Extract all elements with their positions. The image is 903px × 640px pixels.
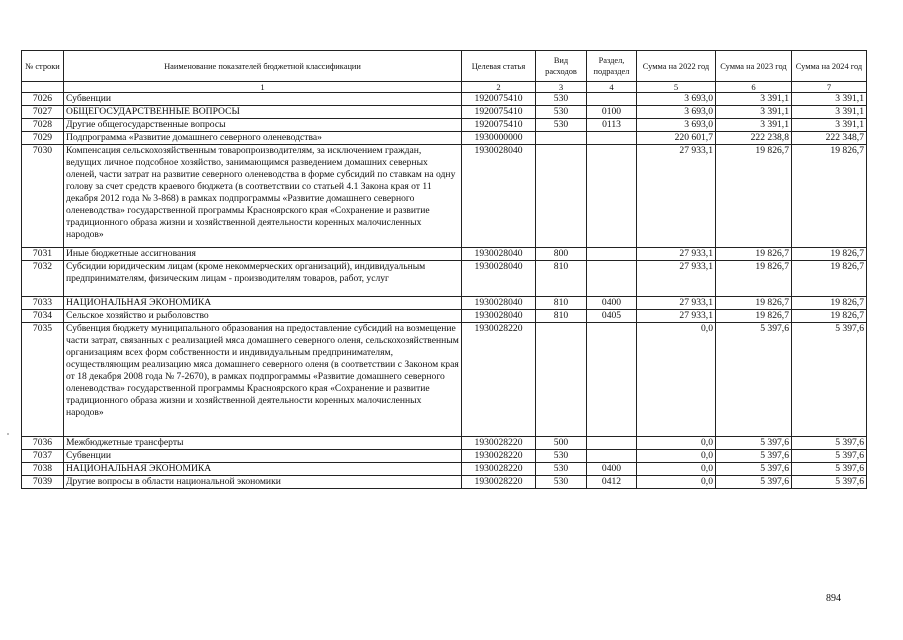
cell-row-number: 7033 [22, 297, 64, 310]
cell-section: 0400 [587, 297, 637, 310]
table-row [22, 476, 867, 489]
cell-sum-2022: 27 933,1 [637, 248, 716, 261]
cell-sum-2024: 5 397,6 [792, 323, 867, 437]
cell-section [587, 437, 637, 450]
header-sum-2023: Сумма на 2023 год [716, 51, 792, 82]
cell-sum-2023: 222 238,8 [716, 132, 792, 145]
table-row [22, 297, 867, 310]
cell-expense-type: 530 [536, 450, 587, 463]
table-row [22, 463, 867, 476]
cell-target-article: 1930028220 [462, 323, 536, 437]
table-row [22, 145, 867, 248]
cell-row-number: 7028 [22, 119, 64, 132]
cell-sum-2023: 19 826,7 [716, 248, 792, 261]
cell-target-article: 1930028220 [462, 450, 536, 463]
cell-sum-2022: 27 933,1 [637, 310, 716, 323]
cell-expense-type: 810 [536, 297, 587, 310]
cell-target-article: 1930028040 [462, 310, 536, 323]
cell-target-article: 1930028220 [462, 437, 536, 450]
cell-name: Подпрограмма «Развитие домашнего северного оленеводства» [64, 132, 462, 145]
cell-row-number: 7032 [22, 261, 64, 297]
cell-expense-type: 530 [536, 106, 587, 119]
cell-row-number: 7031 [22, 248, 64, 261]
cell-sum-2022: 27 933,1 [637, 261, 716, 297]
cell-row-number: 7038 [22, 463, 64, 476]
cell-sum-2023: 19 826,7 [716, 145, 792, 248]
cell-sum-2022: 0,0 [637, 437, 716, 450]
cell-expense-type: 530 [536, 93, 587, 106]
cell-section: 0100 [587, 106, 637, 119]
cell-sum-2024: 5 397,6 [792, 476, 867, 489]
cell-sum-2023: 19 826,7 [716, 297, 792, 310]
column-number-sum-2022: 5 [637, 82, 716, 93]
column-number-name: 1 [64, 82, 462, 93]
cell-name: Субвенции [64, 93, 462, 106]
table-row [22, 437, 867, 450]
cell-expense-type: 810 [536, 261, 587, 297]
cell-sum-2024: 19 826,7 [792, 145, 867, 248]
cell-expense-type: 530 [536, 476, 587, 489]
cell-target-article: 1930028220 [462, 463, 536, 476]
scan-mark [7, 433, 9, 435]
cell-target-article: 1930028040 [462, 145, 536, 248]
cell-expense-type [536, 145, 587, 248]
cell-row-number: 7034 [22, 310, 64, 323]
cell-section [587, 261, 637, 297]
budget-table [21, 50, 867, 489]
column-number-sum-2024: 7 [792, 82, 867, 93]
cell-sum-2024: 222 348,7 [792, 132, 867, 145]
table-row [22, 248, 867, 261]
table-row [22, 119, 867, 132]
cell-target-article: 1930028040 [462, 297, 536, 310]
table-row [22, 450, 867, 463]
cell-section: 0405 [587, 310, 637, 323]
table-row [22, 261, 867, 297]
header-sum-2022: Сумма на 2022 год [637, 51, 716, 82]
cell-sum-2023: 19 826,7 [716, 310, 792, 323]
cell-sum-2024: 19 826,7 [792, 261, 867, 297]
cell-section [587, 248, 637, 261]
cell-sum-2024: 5 397,6 [792, 463, 867, 476]
cell-sum-2022: 0,0 [637, 323, 716, 437]
cell-section [587, 93, 637, 106]
cell-name: Субвенция бюджету муниципального образования на предоставление субсидий на возмещение части затрат, связанных с реализацией мяса домашнего северного оленя, сельскохозяйственным организациям всех форм собственности и индивидуальным предпринимателям, осуществляющим реализацию мяса домашнего северного оленя (в соответствии с Законом края от 18 декабря 2008 года № 7-2670), в рамках подпрограммы «Развитие домашнего северного оленеводства» государственной программы Красноярского края «Сохранение и развитие традиционного образа жизни и хозяйственной деятельности коренных малочисленных народов» [64, 323, 462, 437]
cell-sum-2024: 19 826,7 [792, 297, 867, 310]
cell-name: Субвенции [64, 450, 462, 463]
cell-target-article: 1920075410 [462, 119, 536, 132]
cell-row-number: 7035 [22, 323, 64, 437]
cell-target-article: 1920075410 [462, 106, 536, 119]
cell-section [587, 145, 637, 248]
cell-sum-2022: 27 933,1 [637, 145, 716, 248]
column-number-expense-type: 3 [536, 82, 587, 93]
cell-sum-2023: 5 397,6 [716, 476, 792, 489]
cell-sum-2023: 5 397,6 [716, 437, 792, 450]
cell-target-article: 1920075410 [462, 93, 536, 106]
cell-target-article: 1930028040 [462, 248, 536, 261]
table-row [22, 93, 867, 106]
cell-sum-2023: 3 391,1 [716, 106, 792, 119]
cell-expense-type: 800 [536, 248, 587, 261]
cell-expense-type: 810 [536, 310, 587, 323]
header-row-number: № строки [22, 51, 64, 82]
header-target-article: Целевая статья [462, 51, 536, 82]
cell-sum-2023: 3 391,1 [716, 93, 792, 106]
cell-expense-type [536, 323, 587, 437]
cell-sum-2022: 220 601,7 [637, 132, 716, 145]
cell-sum-2023: 5 397,6 [716, 463, 792, 476]
cell-sum-2022: 0,0 [637, 463, 716, 476]
cell-sum-2022: 0,0 [637, 450, 716, 463]
cell-target-article: 1930028040 [462, 261, 536, 297]
table-row [22, 106, 867, 119]
cell-sum-2024: 3 391,1 [792, 106, 867, 119]
table-row [22, 323, 867, 437]
cell-section: 0400 [587, 463, 637, 476]
cell-row-number: 7039 [22, 476, 64, 489]
cell-name: Компенсация сельскохозяйственным товаропроизводителям, за исключением граждан, ведущих личное подсобное хозяйство, занимающимся разведением домашних северных оленей, части затрат на развитие северного оленеводства в форме субсидий по ставкам на одну голову за счет средств краевого бюджета (в соответствии со статьей 4.1 Закона края от 11 декабря 2012 года № 3-868) в рамках подпрограммы «Развитие домашнего северного оленеводства» государственной программы Красноярского края «Сохранение и развитие традиционного образа жизни и хозяйственной деятельности коренных малочисленных народов» [64, 145, 462, 248]
cell-name: НАЦИОНАЛЬНАЯ ЭКОНОМИКА [64, 297, 462, 310]
cell-section [587, 450, 637, 463]
cell-target-article: 1930000000 [462, 132, 536, 145]
table-header-row [22, 51, 867, 82]
cell-target-article: 1930028220 [462, 476, 536, 489]
cell-sum-2022: 27 933,1 [637, 297, 716, 310]
cell-sum-2023: 5 397,6 [716, 450, 792, 463]
cell-section [587, 323, 637, 437]
cell-name: ОБЩЕГОСУДАРСТВЕННЫЕ ВОПРОСЫ [64, 106, 462, 119]
cell-section: 0412 [587, 476, 637, 489]
cell-name: Другие вопросы в области национальной экономики [64, 476, 462, 489]
cell-row-number: 7029 [22, 132, 64, 145]
cell-row-number: 7037 [22, 450, 64, 463]
cell-row-number: 7027 [22, 106, 64, 119]
cell-sum-2023: 3 391,1 [716, 119, 792, 132]
cell-row-number: 7026 [22, 93, 64, 106]
cell-sum-2024: 19 826,7 [792, 310, 867, 323]
cell-name: НАЦИОНАЛЬНАЯ ЭКОНОМИКА [64, 463, 462, 476]
cell-sum-2024: 5 397,6 [792, 450, 867, 463]
cell-sum-2022: 3 693,0 [637, 119, 716, 132]
cell-sum-2022: 3 693,0 [637, 93, 716, 106]
page-number: 894 [826, 593, 841, 604]
column-number-row-number [22, 82, 64, 93]
column-number-sum-2023: 6 [716, 82, 792, 93]
cell-row-number: 7036 [22, 437, 64, 450]
header-expense-type: Вид расходов [536, 51, 587, 82]
cell-sum-2022: 3 693,0 [637, 106, 716, 119]
header-name: Наименование показателей бюджетной классификации [64, 51, 462, 82]
table-row [22, 132, 867, 145]
cell-row-number: 7030 [22, 145, 64, 248]
cell-expense-type: 530 [536, 463, 587, 476]
cell-name: Другие общегосударственные вопросы [64, 119, 462, 132]
cell-sum-2022: 0,0 [637, 476, 716, 489]
column-number-section: 4 [587, 82, 637, 93]
cell-sum-2024: 3 391,1 [792, 119, 867, 132]
header-section: Раздел, подраздел [587, 51, 637, 82]
header-sum-2024: Сумма на 2024 год [792, 51, 867, 82]
cell-name: Субсидии юридическим лицам (кроме некоммерческих организаций), индивидуальным предпринимателям, физическим лицам - производителям товаров, работ, услуг [64, 261, 462, 297]
column-number-row [22, 82, 867, 93]
column-number-target-article: 2 [462, 82, 536, 93]
table-row [22, 310, 867, 323]
cell-expense-type: 530 [536, 119, 587, 132]
cell-sum-2023: 5 397,6 [716, 323, 792, 437]
cell-section [587, 132, 637, 145]
cell-name: Иные бюджетные ассигнования [64, 248, 462, 261]
cell-sum-2023: 19 826,7 [716, 261, 792, 297]
cell-sum-2024: 5 397,6 [792, 437, 867, 450]
cell-sum-2024: 3 391,1 [792, 93, 867, 106]
cell-expense-type: 500 [536, 437, 587, 450]
cell-section: 0113 [587, 119, 637, 132]
cell-expense-type [536, 132, 587, 145]
cell-name: Сельское хозяйство и рыболовство [64, 310, 462, 323]
cell-name: Межбюджетные трансферты [64, 437, 462, 450]
cell-sum-2024: 19 826,7 [792, 248, 867, 261]
